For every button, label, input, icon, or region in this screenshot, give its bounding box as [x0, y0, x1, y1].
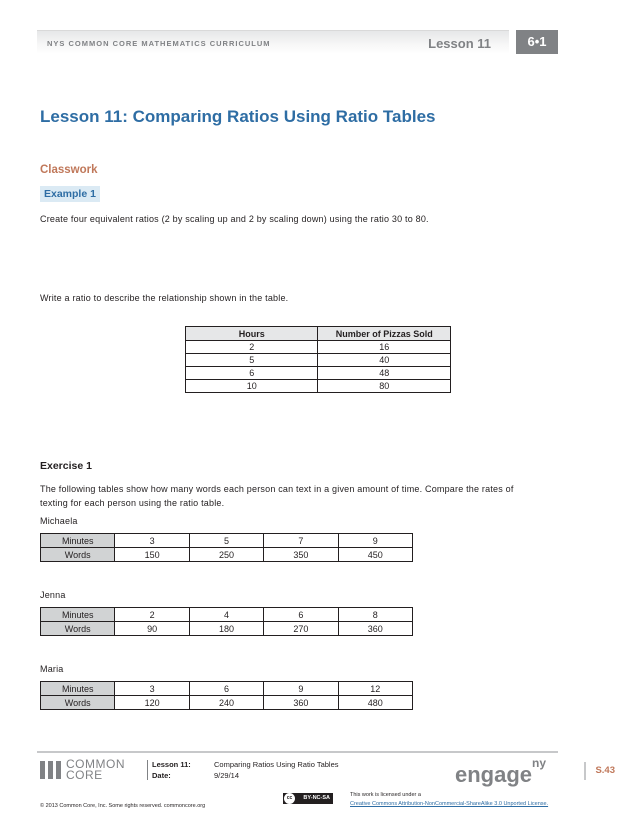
ratio-table-michaela	[40, 533, 413, 562]
table-row	[41, 608, 413, 622]
example-1-prompt: Create four equivalent ratios (2 by scaling up and 2 by scaling down) using the ratio 30 to 80.	[40, 214, 429, 224]
table-cell: 450	[338, 548, 412, 562]
table-cell: 3	[115, 534, 189, 548]
table-cell: 480	[338, 696, 412, 710]
table-cell: 12	[338, 682, 412, 696]
module-badge: 6•1	[516, 30, 558, 54]
page-header	[37, 30, 558, 54]
table-cell: 360	[264, 696, 338, 710]
table-row	[41, 696, 413, 710]
table-cell: 3	[115, 682, 189, 696]
table-cell: 10	[186, 380, 318, 393]
row-label: Words	[41, 548, 115, 562]
table-cell: 360	[338, 622, 412, 636]
table-row	[186, 380, 451, 393]
table-cell: 2	[115, 608, 189, 622]
row-label: Words	[41, 696, 115, 710]
row-label: Minutes	[41, 534, 115, 548]
table-row	[41, 682, 413, 696]
person-name-jenna: Jenna	[40, 590, 66, 600]
column-header: Number of Pizzas Sold	[318, 327, 451, 341]
copyright-notice: © 2013 Common Core, Inc. Some rights reserved. commoncore.org	[40, 803, 206, 809]
table-row	[41, 622, 413, 636]
ratio-table-jenna	[40, 607, 413, 636]
table-cell: 9	[338, 534, 412, 548]
column-header: Hours	[186, 327, 318, 341]
creative-commons-badge	[283, 793, 333, 804]
table-cell: 48	[318, 367, 451, 380]
page-title: Lesson 11: Comparing Ratios Using Ratio Tables	[40, 107, 436, 126]
table-cell: 270	[264, 622, 338, 636]
table-cell: 5	[186, 354, 318, 367]
exercise-1-text-line2: texting for each person using the ratio table.	[40, 498, 225, 508]
footer-date-label: Date:	[152, 771, 171, 780]
engageny-logo	[455, 755, 547, 788]
logo-line-2: CORE	[66, 768, 103, 782]
header-band	[37, 30, 509, 54]
table-cell: 90	[115, 622, 189, 636]
license-text: This work is licensed under a	[350, 792, 421, 798]
logo-line-1: COMMON	[66, 757, 125, 771]
row-label: Words	[41, 622, 115, 636]
table-cell: 40	[318, 354, 451, 367]
engage-text: engage	[455, 762, 533, 787]
table-cell: 150	[115, 548, 189, 562]
ratio-prompt: Write a ratio to describe the relationship shown in the table.	[40, 293, 289, 303]
table-cell: 240	[189, 696, 263, 710]
license-link[interactable]: Creative Commons Attribution-NonCommercial-ShareAlike 3.0 Unported License.	[350, 801, 549, 807]
footer-lesson-label: Lesson 11:	[152, 760, 191, 769]
curriculum-label: NYS COMMON CORE MATHEMATICS CURRICULUM	[47, 39, 271, 48]
footer-rule	[37, 751, 558, 753]
exercise-1-heading: Exercise 1	[40, 460, 92, 472]
row-label: Minutes	[41, 608, 115, 622]
table-cell: 6	[189, 682, 263, 696]
table-cell: 120	[115, 696, 189, 710]
example-1-label: Example 1	[40, 186, 100, 202]
ratio-table-maria	[40, 681, 413, 710]
table-cell: 6	[264, 608, 338, 622]
table-row	[186, 341, 451, 354]
common-core-logo-text	[66, 759, 125, 781]
table-header-row	[186, 327, 451, 341]
footer-date: 9/29/14	[214, 771, 240, 780]
footer-lesson-title: Comparing Ratios Using Ratio Tables	[214, 760, 339, 769]
lesson-label: Lesson 11	[428, 36, 491, 51]
table-cell: 180	[189, 622, 263, 636]
page-number: S.43	[584, 762, 615, 780]
table-row	[186, 367, 451, 380]
table-row	[186, 354, 451, 367]
table-cell: 16	[318, 341, 451, 354]
table-cell: 2	[186, 341, 318, 354]
cc-badge-text: BY-NC-SA	[303, 795, 330, 801]
table-cell: 5	[189, 534, 263, 548]
person-name-michaela: Michaela	[40, 516, 78, 526]
footer-divider	[147, 760, 148, 780]
classwork-heading: Classwork	[40, 164, 98, 176]
table-cell: 6	[186, 367, 318, 380]
table-cell: 7	[264, 534, 338, 548]
table-cell: 250	[189, 548, 263, 562]
table-cell: 9	[264, 682, 338, 696]
exercise-1-text-line1: The following tables show how many words each person can text in a given amount of time. Compare the rates of	[40, 484, 514, 494]
cc-icon: cc	[284, 793, 295, 804]
table-cell: 4	[189, 608, 263, 622]
hours-pizzas-table	[185, 326, 451, 393]
table-row	[41, 548, 413, 562]
table-row	[41, 534, 413, 548]
ny-text: ny	[532, 755, 547, 770]
row-label: Minutes	[41, 682, 115, 696]
table-cell: 350	[264, 548, 338, 562]
person-name-maria: Maria	[40, 664, 64, 674]
common-core-logo-icon	[40, 761, 62, 779]
table-cell: 8	[338, 608, 412, 622]
table-cell: 80	[318, 380, 451, 393]
